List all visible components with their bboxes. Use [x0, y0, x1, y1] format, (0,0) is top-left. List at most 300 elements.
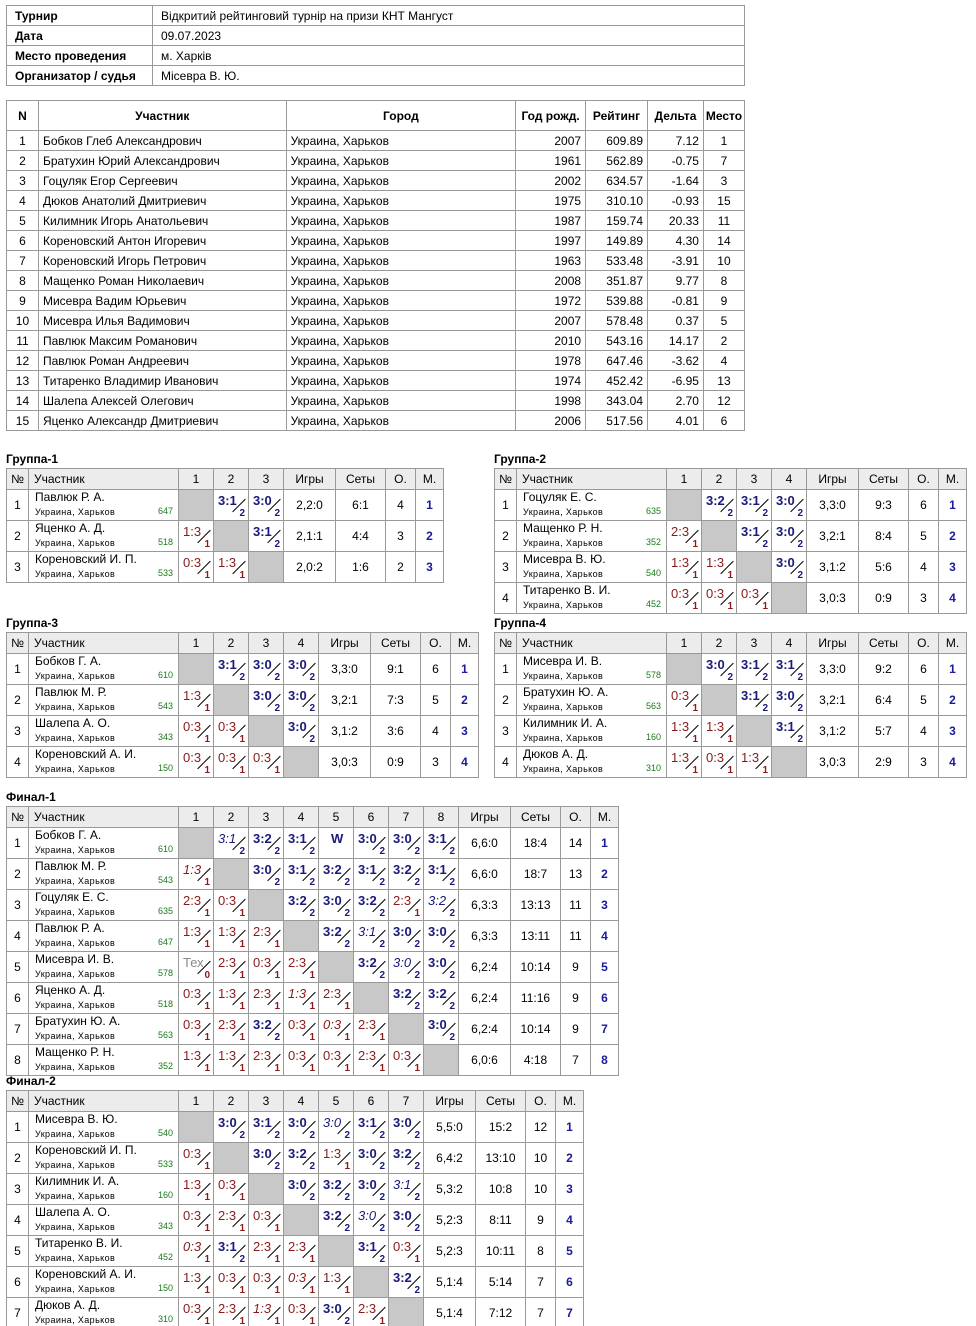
sets-cell: 8:11	[476, 1205, 526, 1236]
participant-rating: 563	[157, 1030, 173, 1040]
match-result	[702, 583, 737, 614]
header-opponent: 1	[179, 469, 214, 490]
row-number: 2	[495, 685, 517, 716]
match-score-box	[284, 1045, 318, 1075]
players-cell: 14	[7, 391, 39, 411]
match-score: 3:1	[218, 1239, 237, 1254]
participant-rating: 635	[645, 506, 661, 516]
match-points: 2	[309, 877, 315, 888]
match-points: 2	[797, 734, 803, 745]
match-result	[389, 1174, 424, 1205]
self-cell	[179, 1112, 214, 1143]
participant-cell	[29, 747, 179, 778]
players-header-cell: Год рожд.	[516, 101, 586, 131]
header-opponent: 2	[214, 469, 249, 490]
match-score: Тех	[183, 955, 204, 970]
match-result	[354, 828, 389, 859]
match-result	[424, 859, 459, 890]
participant-city: Украина, Харьков	[523, 671, 604, 681]
match-score: 3:0	[393, 924, 412, 939]
match-result	[319, 1205, 354, 1236]
group-row	[7, 685, 479, 716]
self-cell	[249, 716, 284, 747]
match-points: 1	[309, 1316, 315, 1326]
points-cell: 7	[526, 1298, 556, 1326]
match-points: 1	[692, 734, 698, 745]
players-cell: 9	[703, 291, 744, 311]
info-row	[7, 26, 745, 46]
match-score-box	[667, 716, 701, 746]
players-cell: Гоцуляк Егор Сергеевич	[38, 171, 286, 191]
match-score: 3:0	[323, 1301, 342, 1316]
match-score: 3:1	[358, 1115, 377, 1130]
players-cell: 517.56	[586, 411, 648, 431]
players-cell: 2008	[516, 271, 586, 291]
games-cell: 3,0:3	[807, 583, 859, 614]
group-table	[6, 1090, 584, 1326]
group-row	[7, 1014, 619, 1045]
players-cell: 8	[7, 271, 39, 291]
participant-city: Украина, Харьков	[523, 733, 604, 743]
participant-rating: 343	[157, 1221, 173, 1231]
header-sets: Сеты	[336, 469, 386, 490]
self-cell	[702, 521, 737, 552]
header-participant: Участник	[517, 633, 667, 654]
match-result	[249, 1143, 284, 1174]
match-score: 3:2	[393, 1270, 412, 1285]
match-points: 2	[797, 703, 803, 714]
match-result	[284, 1143, 319, 1174]
place-cell: 6	[591, 983, 619, 1014]
points-cell: 5	[909, 685, 939, 716]
match-points: 2	[379, 846, 385, 857]
match-points: 1	[274, 1063, 280, 1074]
match-score: 3:0	[358, 1146, 377, 1161]
match-score-box	[424, 921, 458, 951]
match-score-box	[179, 1143, 213, 1173]
match-score: 3:0	[393, 955, 412, 970]
place-cell: 6	[556, 1267, 584, 1298]
match-points: 1	[239, 1001, 245, 1012]
header-number: №	[7, 807, 29, 828]
players-cell: 1998	[516, 391, 586, 411]
match-result	[424, 828, 459, 859]
match-score-box	[354, 890, 388, 920]
match-result	[319, 1174, 354, 1205]
match-points: 1	[274, 1285, 280, 1296]
group-table	[6, 806, 619, 1076]
match-result	[249, 921, 284, 952]
participant-cell	[29, 490, 179, 521]
match-result	[354, 859, 389, 890]
match-score-box	[424, 859, 458, 889]
self-cell	[284, 1205, 319, 1236]
match-points: 1	[309, 1032, 315, 1043]
group-header-row	[7, 633, 479, 654]
match-score-box	[249, 654, 283, 684]
players-cell: 159.74	[586, 211, 648, 231]
match-score: 2:3	[288, 1239, 307, 1254]
row-number: 3	[7, 716, 29, 747]
match-score: 3:0	[428, 924, 447, 939]
sets-cell: 9:2	[859, 654, 909, 685]
match-score-box	[179, 983, 213, 1013]
points-cell: 6	[421, 654, 451, 685]
self-cell	[284, 921, 319, 952]
group-row	[7, 521, 444, 552]
participant-cell	[29, 952, 179, 983]
match-result	[354, 1143, 389, 1174]
players-cell: 9.77	[648, 271, 704, 291]
match-result	[284, 1112, 319, 1143]
match-points: 2	[727, 508, 733, 519]
participant-rating: 540	[645, 568, 661, 578]
match-result	[214, 490, 249, 521]
match-score: 3:2	[288, 1146, 307, 1161]
place-cell: 3	[451, 716, 479, 747]
participant-name: Братухин Ю. А.	[523, 685, 609, 699]
match-result	[284, 952, 319, 983]
match-score: 0:3	[393, 1048, 412, 1063]
header-games: Игры	[319, 633, 371, 654]
match-score-box	[389, 1112, 423, 1142]
self-cell	[389, 1298, 424, 1326]
games-cell: 6,2:4	[459, 952, 511, 983]
match-result	[249, 1205, 284, 1236]
participant-name: Павлюк Р. А.	[35, 490, 105, 504]
match-points: 1	[239, 1285, 245, 1296]
participant-cell	[29, 1205, 179, 1236]
match-score-box	[179, 1267, 213, 1297]
players-cell: -3.62	[648, 351, 704, 371]
group-row	[7, 952, 619, 983]
info-key: Турнир	[7, 6, 153, 26]
match-score: 3:1	[288, 862, 307, 877]
group-row	[7, 1236, 584, 1267]
match-score: 3:0	[288, 719, 307, 734]
tournament-info-table	[6, 5, 745, 86]
match-score-box	[737, 654, 771, 684]
match-score-box	[772, 521, 806, 551]
match-score: 3:2	[253, 831, 272, 846]
match-points: 2	[239, 508, 245, 519]
players-cell: Шалепа Алексей Олегович	[38, 391, 286, 411]
players-cell: 20.33	[648, 211, 704, 231]
header-opponent: 6	[354, 807, 389, 828]
match-score: 2:3	[253, 924, 272, 939]
match-result	[214, 1267, 249, 1298]
header-opponent: 1	[667, 469, 702, 490]
players-header-cell: Рейтинг	[586, 101, 648, 131]
info-value: 09.07.2023	[153, 26, 745, 46]
self-cell	[667, 654, 702, 685]
match-score-box	[249, 859, 283, 889]
match-result	[214, 1045, 249, 1076]
players-cell: 14.17	[648, 331, 704, 351]
match-result	[354, 1014, 389, 1045]
row-number: 4	[7, 921, 29, 952]
group-row	[495, 552, 967, 583]
sets-cell: 10:14	[511, 1014, 561, 1045]
participant-rating: 343	[157, 732, 173, 742]
match-result	[319, 983, 354, 1014]
points-cell: 7	[561, 1045, 591, 1076]
match-points: 2	[344, 877, 350, 888]
match-points: 2	[274, 703, 280, 714]
participant-cell	[29, 552, 179, 583]
match-score-box	[737, 747, 771, 777]
participant-cell	[29, 1112, 179, 1143]
match-points: 2	[239, 846, 245, 857]
participant-city: Украина, Харьков	[523, 569, 604, 579]
match-points: 1	[239, 765, 245, 776]
match-score-box	[389, 1174, 423, 1204]
match-score-box	[214, 552, 248, 582]
match-score: 3:2	[706, 493, 725, 508]
group-title: Группа-1	[6, 452, 59, 466]
players-cell: 4	[703, 351, 744, 371]
match-score-box	[772, 716, 806, 746]
match-points: 1	[727, 765, 733, 776]
participant-rating: 310	[157, 1314, 173, 1324]
match-score-box	[354, 921, 388, 951]
match-result	[249, 1112, 284, 1143]
games-cell: 3,3:0	[807, 490, 859, 521]
match-score-box	[737, 685, 771, 715]
players-row	[7, 291, 745, 311]
participant-city: Украина, Харьков	[35, 1315, 116, 1325]
match-score-box	[319, 859, 353, 889]
self-cell	[319, 1236, 354, 1267]
points-cell: 9	[561, 952, 591, 983]
header-opponent: 7	[389, 1091, 424, 1112]
match-points: 1	[274, 1316, 280, 1326]
match-result	[249, 828, 284, 859]
row-number: 2	[7, 685, 29, 716]
match-score: 0:3	[183, 750, 202, 765]
match-points: 1	[204, 1316, 210, 1326]
match-score-box	[667, 552, 701, 582]
match-score-box	[249, 1112, 283, 1142]
group-title: Финал-2	[6, 1074, 56, 1088]
match-score-box	[179, 921, 213, 951]
participant-city: Украина, Харьков	[35, 1062, 116, 1072]
match-score-box	[249, 1267, 283, 1297]
players-cell: 149.89	[586, 231, 648, 251]
players-cell: 13	[703, 371, 744, 391]
header-participant: Участник	[29, 1091, 179, 1112]
match-result	[214, 747, 249, 778]
match-points: 2	[274, 877, 280, 888]
match-score: 3:0	[393, 1208, 412, 1223]
participant-rating: 543	[157, 701, 173, 711]
match-score: 0:3	[288, 1017, 307, 1032]
group-title: Группа-3	[6, 616, 59, 630]
players-cell: -1.64	[648, 171, 704, 191]
match-score: 2:3	[253, 1239, 272, 1254]
players-cell: 15	[7, 411, 39, 431]
match-score-box	[214, 654, 248, 684]
group-row	[7, 1174, 584, 1205]
match-score: 3:1	[428, 862, 447, 877]
match-score: W	[331, 831, 344, 846]
players-header-cell: N	[7, 101, 39, 131]
games-cell: 5,5:0	[424, 1112, 476, 1143]
points-cell: 3	[909, 747, 939, 778]
match-score: 3:0	[428, 955, 447, 970]
group-table	[6, 632, 479, 778]
participant-name: Мисевра И. В.	[523, 654, 603, 668]
match-points: 1	[204, 1254, 210, 1265]
players-row	[7, 271, 745, 291]
players-header-cell: Город	[286, 101, 516, 131]
match-score-box	[354, 1298, 388, 1326]
match-points: 2	[239, 1254, 245, 1265]
participant-city: Украина, Харьков	[35, 538, 116, 548]
header-participant: Участник	[29, 469, 179, 490]
match-score: 3:1	[253, 1115, 272, 1130]
self-cell	[214, 521, 249, 552]
match-score: 3:1	[428, 831, 447, 846]
match-score-box	[772, 490, 806, 520]
participant-rating: 543	[157, 875, 173, 885]
match-score: 3:0	[218, 1115, 237, 1130]
points-cell: 6	[909, 654, 939, 685]
participant-cell	[29, 1267, 179, 1298]
self-cell	[284, 747, 319, 778]
match-points: 1	[239, 1032, 245, 1043]
match-result	[319, 1298, 354, 1326]
match-score-box	[354, 1014, 388, 1044]
players-cell: Яценко Александр Дмитриевич	[38, 411, 286, 431]
match-points: 1	[274, 1254, 280, 1265]
match-result	[389, 1236, 424, 1267]
match-score: 0:3	[183, 1146, 202, 1161]
group-header-row	[495, 633, 967, 654]
participant-city: Украина, Харьков	[35, 1160, 116, 1170]
sets-cell: 10:11	[476, 1236, 526, 1267]
match-points: 2	[414, 1130, 420, 1141]
header-place: М.	[416, 469, 444, 490]
header-sets: Сеты	[476, 1091, 526, 1112]
match-result	[389, 1205, 424, 1236]
participant-city: Украина, Харьков	[35, 1284, 116, 1294]
match-points: 2	[344, 908, 350, 919]
match-score: 3:1	[741, 688, 760, 703]
self-cell	[319, 952, 354, 983]
players-cell: 634.57	[586, 171, 648, 191]
participant-cell	[517, 583, 667, 614]
players-cell: -0.81	[648, 291, 704, 311]
match-points: 1	[379, 1316, 385, 1326]
match-points: 2	[414, 877, 420, 888]
match-score-box	[179, 552, 213, 582]
row-number: 4	[495, 583, 517, 614]
place-cell: 4	[939, 583, 967, 614]
self-cell	[249, 890, 284, 921]
players-cell: Титаренко Владимир Иванович	[38, 371, 286, 391]
match-score-box	[179, 521, 213, 551]
header-participant: Участник	[517, 469, 667, 490]
match-points: 2	[309, 672, 315, 683]
participant-rating: 533	[157, 1159, 173, 1169]
sets-cell: 0:9	[859, 583, 909, 614]
participant-cell	[29, 921, 179, 952]
match-score-box	[249, 1298, 283, 1326]
row-number: 3	[495, 716, 517, 747]
match-score: 3:0	[288, 688, 307, 703]
match-result	[249, 1014, 284, 1045]
place-cell: 1	[591, 828, 619, 859]
match-score: 0:3	[288, 1301, 307, 1316]
players-cell: 8	[703, 271, 744, 291]
header-opponent: 3	[249, 1091, 284, 1112]
match-score: 3:1	[253, 524, 272, 539]
header-points: О.	[909, 633, 939, 654]
match-score-box	[354, 828, 388, 858]
match-points: 2	[414, 939, 420, 950]
players-row	[7, 211, 745, 231]
place-cell: 7	[591, 1014, 619, 1045]
group-table	[6, 468, 444, 583]
match-points: 2	[274, 1130, 280, 1141]
header-games: Игры	[807, 469, 859, 490]
players-cell: 15	[703, 191, 744, 211]
match-score: 1:3	[323, 1146, 342, 1161]
match-score: 0:3	[183, 719, 202, 734]
match-score-box	[214, 1174, 248, 1204]
players-cell: Украина, Харьков	[286, 311, 516, 331]
header-opponent: 4	[284, 807, 319, 828]
games-cell: 5,1:4	[424, 1267, 476, 1298]
match-points: 2	[379, 1192, 385, 1203]
match-score-box	[214, 890, 248, 920]
match-result	[284, 716, 319, 747]
players-cell: Дюков Анатолий Дмитриевич	[38, 191, 286, 211]
match-result	[179, 890, 214, 921]
players-cell: 343.04	[586, 391, 648, 411]
match-points: 1	[239, 970, 245, 981]
players-cell: 1975	[516, 191, 586, 211]
match-score: 0:3	[323, 1017, 342, 1032]
match-points: 1	[204, 1161, 210, 1172]
match-score: 3:1	[358, 1239, 377, 1254]
participant-name: Мащенко Р. Н.	[523, 521, 603, 535]
match-score-box	[214, 1014, 248, 1044]
match-points: 1	[239, 734, 245, 745]
match-points: 1	[414, 1254, 420, 1265]
match-score: 3:1	[741, 524, 760, 539]
header-opponent: 2	[214, 1091, 249, 1112]
participant-name: Кореновский А. И.	[35, 1267, 137, 1281]
group-row	[7, 828, 619, 859]
players-cell: 609.89	[586, 131, 648, 151]
players-table	[6, 100, 745, 431]
info-row	[7, 46, 745, 66]
match-score-box	[319, 1267, 353, 1297]
games-cell: 6,6:0	[459, 828, 511, 859]
row-number: 1	[495, 654, 517, 685]
match-result	[737, 583, 772, 614]
match-points: 1	[239, 939, 245, 950]
self-cell	[354, 983, 389, 1014]
header-points: О.	[386, 469, 416, 490]
self-cell	[249, 1174, 284, 1205]
participant-rating: 452	[157, 1252, 173, 1262]
match-score-box	[249, 952, 283, 982]
row-number: 2	[7, 1143, 29, 1174]
games-cell: 3,1:2	[807, 716, 859, 747]
